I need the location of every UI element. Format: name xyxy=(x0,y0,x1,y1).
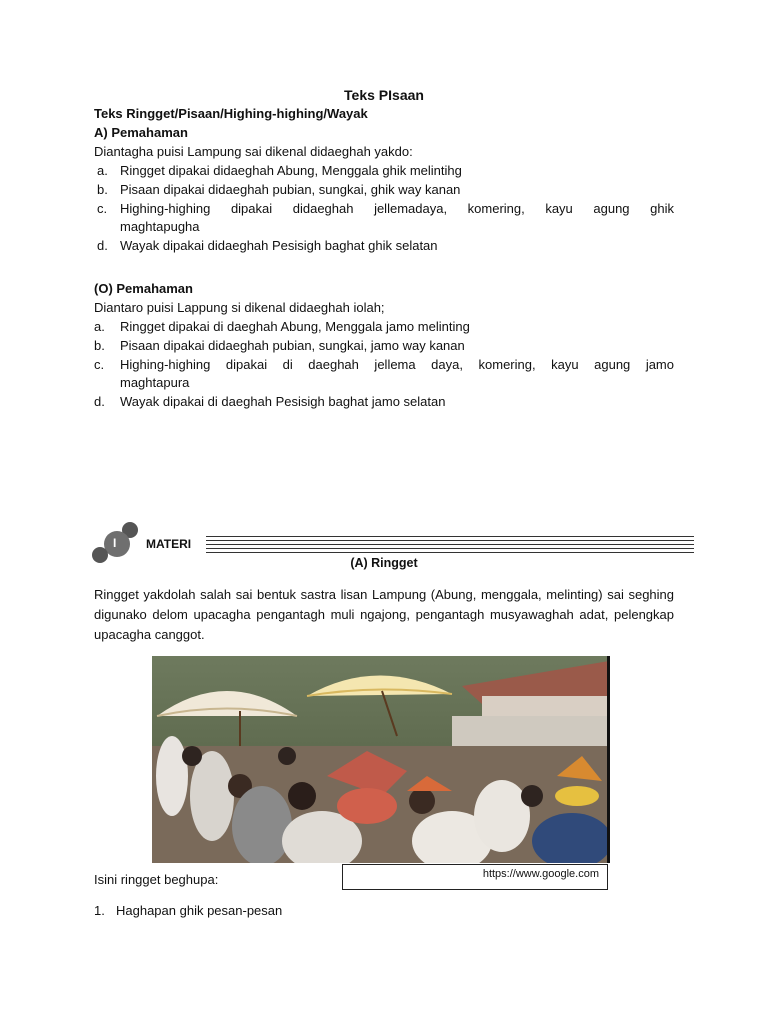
isi-label: Isini ringget beghupa: xyxy=(94,872,219,887)
list-text: Highing-highing dipakai didaeghah jellemadaya, komering, kayu agung ghik xyxy=(120,201,674,216)
list-marker: a. xyxy=(94,319,105,334)
list-marker: d. xyxy=(94,394,105,409)
photo-border xyxy=(607,656,610,863)
list-item xyxy=(94,394,674,412)
materi-badge-number: I xyxy=(113,536,117,550)
materi-rule xyxy=(206,536,694,554)
list-item xyxy=(94,182,674,200)
list-item xyxy=(94,338,674,356)
list-text: Highing-highing dipakai di daeghah jellema daya, komering, kayu agung jamo xyxy=(120,357,674,372)
list-marker: 1. xyxy=(94,903,105,918)
image-source-url: https://www.google.com xyxy=(482,868,599,880)
section-intro: Diantagha puisi Lampung sai dikenal didaeghah yakdo: xyxy=(94,144,413,159)
page-title: Teks PIsaan xyxy=(344,87,424,103)
list-text: Ringget dipakai didaeghah Abung, Menggala ghik melintihg xyxy=(120,163,462,178)
image-source-box xyxy=(342,864,608,890)
list-item xyxy=(94,201,674,237)
list-text-continued: maghtapugha xyxy=(120,219,200,234)
list-marker: c. xyxy=(94,357,105,372)
list-marker: a. xyxy=(97,163,108,178)
list-text: Pisaan dipakai didaeghah pubian, sungkai, ghik way kanan xyxy=(120,182,461,197)
list-item xyxy=(94,319,674,337)
list-item xyxy=(94,357,674,393)
section-intro: Diantaro puisi Lappung si dikenal didaeghah iolah; xyxy=(94,300,385,315)
document-subtitle: Teks Ringget/Pisaan/Highing-highing/Wayak xyxy=(94,106,368,121)
list-marker: c. xyxy=(97,201,108,216)
list-text: Wayak dipakai didaeghah Pesisigh baghat ghik selatan xyxy=(120,238,438,253)
list-text: Haghapan ghik pesan-pesan xyxy=(116,903,283,918)
list-marker: d. xyxy=(97,238,108,253)
ceremony-photo-illustration xyxy=(152,656,609,863)
section-heading-o: (O) Pemahaman xyxy=(94,281,193,296)
list-item xyxy=(94,238,674,256)
section-heading-a: A) Pemahaman xyxy=(94,125,188,140)
materi-paragraph: Ringget yakdolah salah sai bentuk sastra lisan Lampung (Abung, menggala, melinting) sai seghing digunako delom upacagha pengantagh muli ngajong, pengantagh musyawaghah adat, pelengkap upacagha canggot. xyxy=(94,587,674,642)
list-item xyxy=(94,163,674,181)
list-marker: b. xyxy=(97,182,108,197)
list-text-continued: maghtapura xyxy=(120,375,190,390)
list-text: Pisaan dipakai didaeghah pubian, sungkai, jamo way kanan xyxy=(120,338,465,353)
subheading-ringget: (A) Ringget xyxy=(350,556,418,570)
list-marker: b. xyxy=(94,338,105,353)
ceremony-photo xyxy=(152,656,609,863)
list-text: Wayak dipakai di daeghah Pesisigh baghat jamo selatan xyxy=(120,394,446,409)
materi-label: MATERI xyxy=(146,537,192,551)
list-item xyxy=(94,903,674,921)
list-text: Ringget dipakai di daeghah Abung, Menggala jamo melinting xyxy=(120,319,470,334)
